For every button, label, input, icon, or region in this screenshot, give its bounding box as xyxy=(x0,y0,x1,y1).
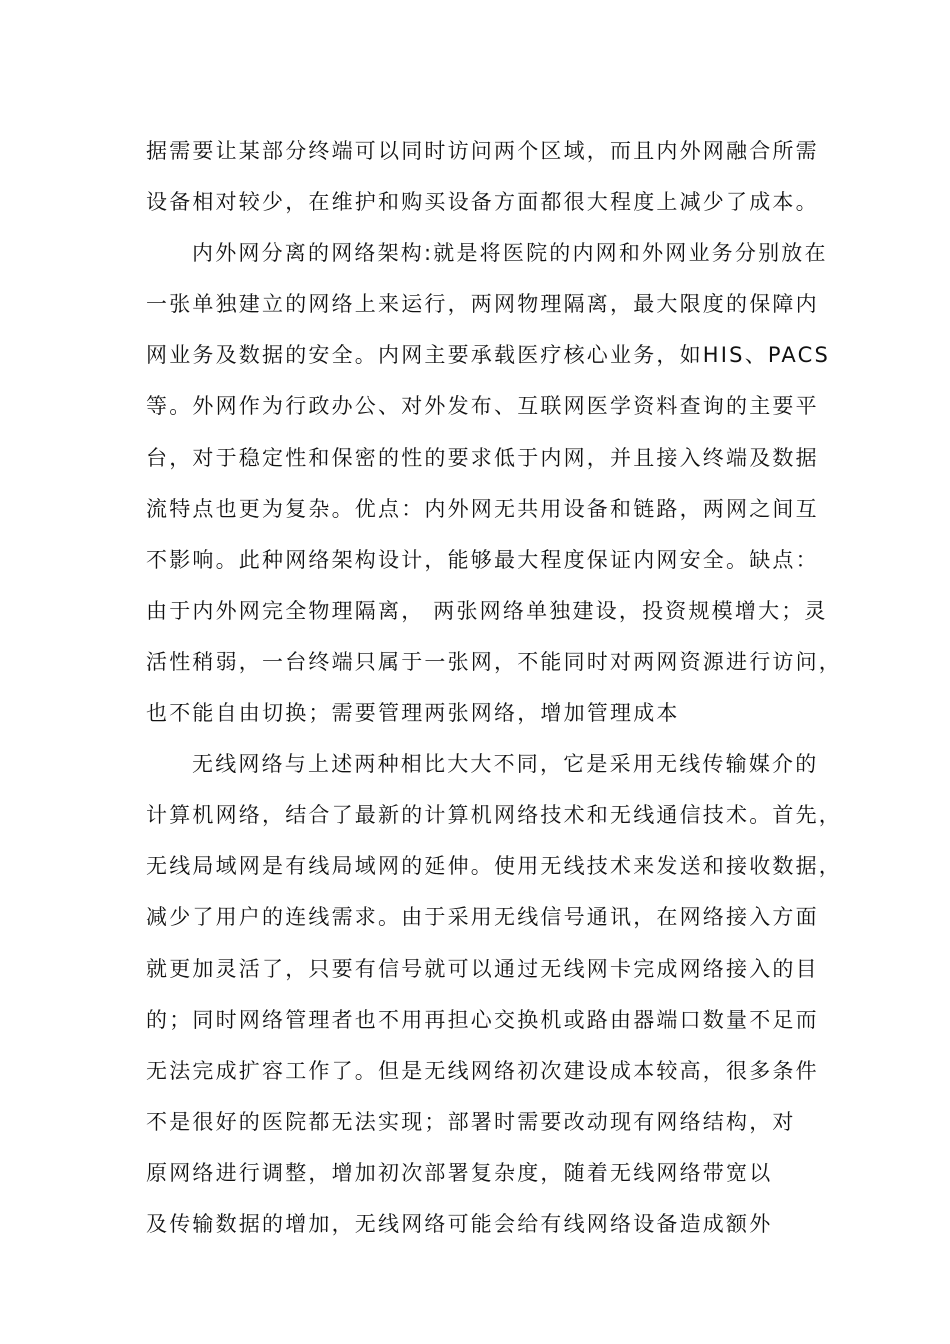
text-line: 不影响。此种网络架构设计，能够最大程度保证内网安全。缺点： xyxy=(146,547,819,572)
text-line: 设备相对较少，在维护和购买设备方面都很大程度上减少了成本。 xyxy=(146,190,819,215)
text-line: 也不能自由切换；需要管理两张网络，增加管理成本 xyxy=(146,701,680,726)
document-body xyxy=(146,126,842,1250)
text-line: 不是很好的医院都无法实现；部署时需要改动现有网络结构，对 xyxy=(146,1109,796,1134)
text-line: 就更加灵活了，只要有信号就可以通过无线网卡完成网络接入的目 xyxy=(146,956,819,981)
text-line: 一张单独建立的网络上来运行，两网物理隔离，最大限度的保障内 xyxy=(146,292,819,317)
text-line: 活性稍弱，一台终端只属于一张网，不能同时对两网资源进行访问， xyxy=(146,649,842,674)
text-line: 内外网分离的网络架构:就是将医院的内网和外网业务分别放在 xyxy=(192,241,828,266)
text-line: 台，对于稳定性和保密的性的要求低于内网，并且接入终端及数据 xyxy=(146,445,819,470)
text-line: 流特点也更为复杂。优点：内外网无共用设备和链路，两网之间互 xyxy=(146,496,819,521)
text-line: 无线局域网是有线局域网的延伸。使用无线技术来发送和接收数据， xyxy=(146,854,842,879)
text-line: 及传输数据的增加，无线网络可能会给有线网络设备造成额外 xyxy=(146,1211,773,1236)
text-line: 等。外网作为行政办公、对外发布、互联网医学资料查询的主要平 xyxy=(146,394,819,419)
text-line: 减少了用户的连线需求。由于采用无线信号通讯，在网络接入方面 xyxy=(146,905,819,930)
text-line: 由于内外网完全物理隔离， 两张网络单独建设，投资规模增大；灵 xyxy=(146,598,828,623)
text-line: 无法完成扩容工作了。但是无线网络初次建设成本较高，很多条件 xyxy=(146,1058,819,1083)
text-line: 无线网络与上述两种相比大大不同，它是采用无线传输媒介的 xyxy=(192,752,819,777)
text-line: 据需要让某部分终端可以同时访问两个区域，而且内外网融合所需 xyxy=(146,139,819,163)
text-line: 网业务及数据的安全。内网主要承载医疗核心业务，如HIS、PACS xyxy=(146,343,831,368)
text-line: 的；同时网络管理者也不用再担心交换机或路由器端口数量不足而 xyxy=(146,1007,819,1032)
text-line: 计算机网络，结合了最新的计算机网络技术和无线通信技术。首先， xyxy=(146,803,842,828)
text-line: 原网络进行调整，增加初次部署复杂度，随着无线网络带宽以 xyxy=(146,1160,773,1185)
